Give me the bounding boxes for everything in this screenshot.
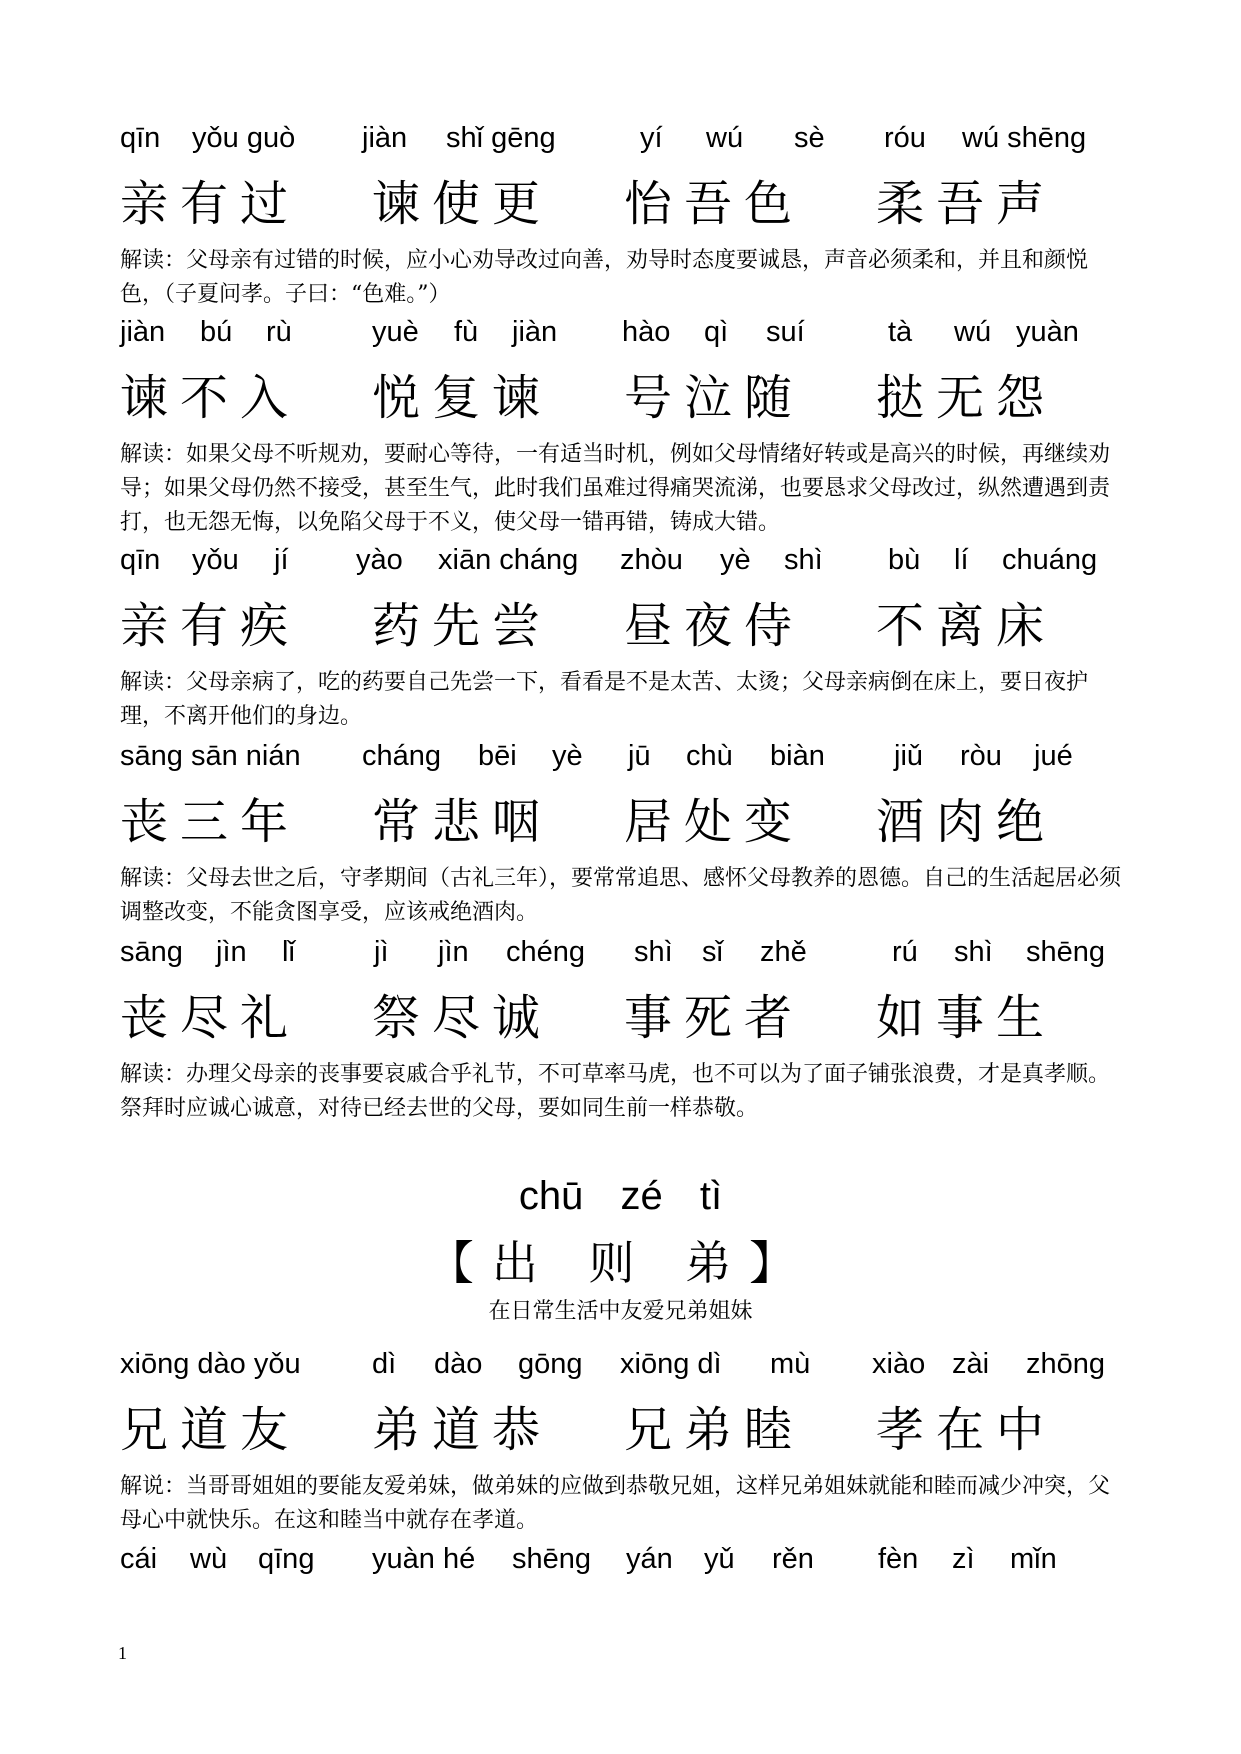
verse-line [120, 368, 1130, 428]
verse-phrase: 居处变 [624, 794, 805, 850]
pinyin-syllable: zhòu [620, 544, 683, 576]
pinyin-syllable: yí [640, 122, 663, 154]
pinyin-syllable: gōng [518, 1348, 583, 1380]
pinyin-syllable: hào [622, 316, 671, 348]
pinyin-syllable: shì [784, 544, 823, 576]
interpretation: 解读：父母亲病了，吃的药要自己先尝一下，看看是不是太苦、太烫；父母亲病倒在床上，要日夜护理，不离开他们的身边。 [120, 670, 1089, 729]
pinyin-line [120, 932, 1130, 972]
pinyin-syllable: wú [954, 316, 992, 348]
pinyin-syllable: yán [626, 1543, 673, 1575]
pinyin-syllable: yǒu [192, 544, 239, 576]
pinyin-syllable: lǐ [282, 936, 295, 968]
verse-phrase: 昼夜侍 [624, 598, 805, 654]
pinyin-syllable: zài [952, 1348, 990, 1380]
pinyin-syllable: xiōng dào yǒu [120, 1348, 301, 1380]
pinyin-syllable: jìn [438, 936, 469, 968]
verse-phrase: 孝在中 [876, 1402, 1057, 1458]
verse-line [120, 174, 1130, 234]
pinyin-line [120, 1344, 1130, 1384]
pinyin-syllable: qīn [120, 122, 161, 154]
verse-phrase: 号泣随 [624, 370, 805, 426]
verse-phrase: 丧三年 [120, 794, 301, 850]
pinyin-syllable: yuè [372, 316, 419, 348]
pinyin-syllable: yào [356, 544, 403, 576]
pinyin-syllable: rú [892, 936, 918, 968]
pinyin-syllable: shēng [512, 1543, 592, 1575]
pinyin-syllable: zhě [760, 936, 807, 968]
pinyin-syllable: jū [628, 740, 651, 772]
verse-phrase: 不离床 [876, 598, 1057, 654]
pinyin-syllable: sè [794, 122, 825, 154]
pinyin-syllable: dì [372, 1348, 397, 1380]
pinyin-syllable: xiān cháng [438, 544, 579, 576]
pinyin-syllable: shǐ gēng [446, 122, 556, 154]
verse-phrase: 丧尽礼 [120, 990, 301, 1046]
verse-phrase: 兄道友 [120, 1402, 301, 1458]
pinyin-syllable: xiōng dì [620, 1348, 722, 1380]
pinyin-syllable: jué [1034, 740, 1073, 772]
pinyin-syllable: jì [374, 936, 389, 968]
pinyin-syllable: bù [888, 544, 921, 576]
verse-phrase: 兄弟睦 [624, 1402, 805, 1458]
pinyin-syllable: mù [770, 1348, 811, 1380]
verse-phrase: 药先尝 [372, 598, 553, 654]
verse-line [120, 596, 1130, 656]
verse-phrase: 谏使更 [372, 176, 553, 232]
section-subtitle: 在日常生活中友爱兄弟姐妹 [488, 1299, 753, 1324]
pinyin-syllable: cháng [362, 740, 442, 772]
pinyin-line [120, 736, 1130, 776]
pinyin-syllable: jiàn [120, 316, 166, 348]
pinyin-syllable: dào [434, 1348, 483, 1380]
pinyin-syllable: biàn [770, 740, 825, 772]
pinyin-syllable: yè [720, 544, 751, 576]
verse-line [120, 792, 1130, 852]
pinyin-syllable: jiǔ [894, 740, 924, 772]
verse-line [120, 1400, 1130, 1460]
pinyin-syllable: fù [454, 316, 479, 348]
pinyin-syllable: bēi [478, 740, 517, 772]
verse-phrase: 谏不入 [120, 370, 301, 426]
verse-phrase: 祭尽诚 [372, 990, 553, 1046]
section-title: 【出 则 弟】 [427, 1236, 814, 1290]
pinyin-syllable: zhōng [1026, 1348, 1106, 1380]
pinyin-syllable: rěn [772, 1543, 814, 1575]
page-number: 1 [118, 1643, 127, 1663]
interpretation: 解读：如果父母不听规劝，要耐心等待，一有适当时机，例如父母情绪好转或是高兴的时候，再继续劝导；如果父母仍然不接受，甚至生气，此时我们虽难过得痛哭流涕，也要恳求父母改过，纵然遭遇到责打，也无怨无悔，以免陷父母于不义，使父母一错再错，铸成大错。 [120, 442, 1111, 535]
pinyin-syllable: chù [686, 740, 733, 772]
pinyin-syllable: xiào [872, 1348, 926, 1380]
pinyin-syllable: sāng [120, 936, 183, 968]
pinyin-syllable: shì [634, 936, 673, 968]
pinyin-syllable: suí [766, 316, 805, 348]
interpretation: 解说：当哥哥姐姐的要能友爱弟妹，做弟妹的应做到恭敬兄姐，这样兄弟姐妹就能和睦而减少冲突，父母心中就快乐。在这和睦当中就存在孝道。 [120, 1474, 1111, 1533]
verse-phrase: 亲有疾 [120, 598, 301, 654]
verse-phrase: 悦复谏 [372, 370, 553, 426]
pinyin-syllable: shēng [1026, 936, 1106, 968]
pinyin-line [120, 1539, 1130, 1579]
pinyin-syllable: fèn [878, 1543, 919, 1575]
verse-phrase: 如事生 [876, 990, 1057, 1046]
section-pinyin: chū zé tì [518, 1174, 723, 1218]
pinyin-syllable: yǔ [704, 1543, 735, 1575]
pinyin-syllable: zì [952, 1543, 975, 1575]
pinyin-line [120, 312, 1130, 352]
pinyin-syllable: chéng [506, 936, 586, 968]
verse-phrase: 怡吾色 [624, 176, 805, 232]
pinyin-syllable: wù [190, 1543, 228, 1575]
verse-phrase: 亲有过 [120, 176, 301, 232]
pinyin-syllable: wú shēng [962, 122, 1087, 154]
verse-line [120, 988, 1130, 1048]
pinyin-syllable: jiàn [362, 122, 408, 154]
pinyin-syllable: róu [884, 122, 926, 154]
pinyin-syllable: sāng sān nián [120, 740, 301, 772]
pinyin-syllable: wú [706, 122, 744, 154]
verse-phrase: 挞无怨 [876, 370, 1057, 426]
interpretation: 解读：父母亲有过错的时候，应小心劝导改过向善，劝导时态度要诚恳，声音必须柔和，并且和颜悦色，（子夏问孝。子曰：“色难。”） [120, 248, 1089, 307]
pinyin-syllable: yǒu guò [192, 122, 296, 154]
pinyin-line [120, 540, 1130, 580]
pinyin-syllable: lí [954, 544, 969, 576]
pinyin-syllable: tà [888, 316, 913, 348]
pinyin-syllable: jiàn [512, 316, 558, 348]
pinyin-syllable: qīng [258, 1543, 315, 1575]
pinyin-syllable: rù [266, 316, 292, 348]
pinyin-syllable: yuàn [1016, 316, 1079, 348]
pinyin-syllable: yuàn hé [372, 1543, 476, 1575]
pinyin-line [120, 118, 1130, 158]
pinyin-syllable: sǐ [702, 936, 723, 968]
verse-phrase: 事死者 [624, 990, 805, 1046]
pinyin-syllable: cái [120, 1543, 158, 1575]
pinyin-syllable: qīn [120, 544, 161, 576]
interpretation: 解读：办理父母亲的丧事要哀戚合乎礼节，不可草率马虎，也不可以为了面子铺张浪费，才是真孝顺。祭拜时应诚心诚意，对待已经去世的父母，要如同生前一样恭敬。 [120, 1062, 1111, 1121]
pinyin-syllable: shì [954, 936, 993, 968]
pinyin-syllable: mǐn [1010, 1543, 1057, 1575]
verse-phrase: 酒肉绝 [876, 794, 1057, 850]
verse-phrase: 弟道恭 [372, 1402, 553, 1458]
pinyin-syllable: jí [274, 544, 289, 576]
pinyin-syllable: jìn [216, 936, 247, 968]
pinyin-syllable: chuáng [1002, 544, 1098, 576]
verse-phrase: 常悲咽 [372, 794, 553, 850]
interpretation: 解读：父母去世之后，守孝期间（古礼三年），要常常追思、感怀父母教养的恩德。自己的生活起居必须调整改变，不能贪图享受，应该戒绝酒肉。 [120, 866, 1122, 925]
pinyin-syllable: ròu [960, 740, 1002, 772]
verse-phrase: 柔吾声 [876, 176, 1057, 232]
pinyin-syllable: bú [200, 316, 233, 348]
pinyin-syllable: qì [704, 316, 729, 348]
pinyin-syllable: yè [552, 740, 583, 772]
